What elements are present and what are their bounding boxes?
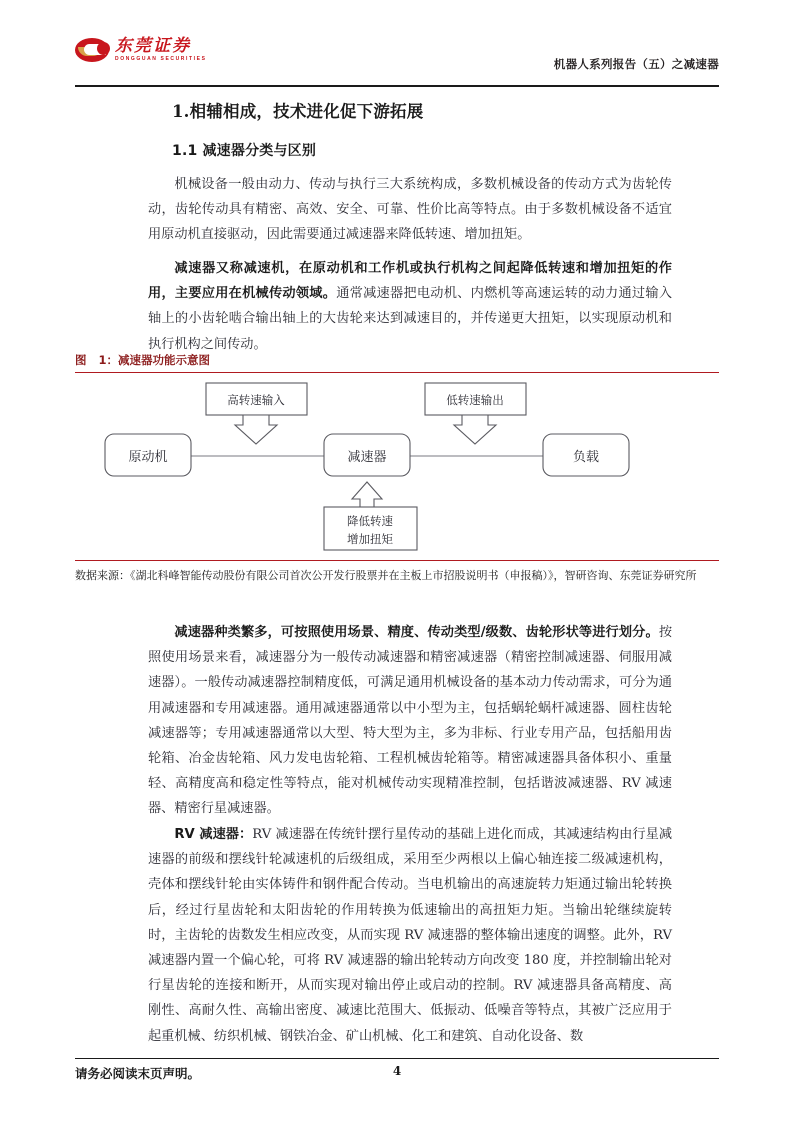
paragraph-intro: 机械设备一般由动力、传动与执行三大系统构成，多数机械设备的传动方式为齿轮传动，齿轮传动具有精密、高效、安全、可靠、性价比高等特点。由于多数机械设备不适宜用原动机直接驱动，因此需要通过减速器来降低转速、增加扭矩。 (148, 177, 672, 243)
node-prime-mover-label: 原动机 (128, 450, 168, 465)
paragraph-classification (148, 620, 672, 822)
section-heading-1-1: 1.1 减速器分类与区别 (172, 143, 317, 159)
paragraph-rv-reducer (148, 822, 672, 1049)
figure-source-rule (75, 560, 719, 561)
figure-caption-row (75, 352, 719, 373)
figure-source-row (75, 560, 719, 585)
arrow-low-speed-output-icon (454, 415, 496, 444)
logo-chinese-name: 东莞证券 (115, 36, 191, 56)
paragraph-definition-rest: 通常减速器把电动机、内燃机等高速运转的动力通过输入轴上的小齿轮啮合输出轴上的大齿轮来达到减速目的，并传递更大扭矩，以实现原动机和执行机构之间传动。 (148, 286, 673, 352)
paragraph-rv-reducer-rest: RV 减速器在传统针摆行星传动的基础上进化而成，其减速结构由行星减速器的前级和摆线针轮减速机的后级组成，采用至少两根以上偏心轴连接二级减速机构，壳体和摆线针轮由实体铸件和钢件配合传动。当电机输出的高速旋转力矩通过输出轮转换后，经过行星齿轮和太阳齿轮的作用转换为低速输出的高扭矩力矩。当输出轮继续旋转时，主齿轮的齿数发生相应改变，从而实现 RV 减速器的整体输出速度的调整。此外，RV 减速器内置一个偏心轮，可将 RV 减速器的输出轮转动方向改变 180 度，并控制输出轮对行星齿轮的连接和断开，从而实现对输出停止或启动的控制。RV 减速器具备高精度、高刚性、高耐久性、高输出密度、减速比范围大、低振动、低噪音等特点，其被广泛应用于起重机械、纺织机械、钢铁冶金、矿山机械、化工和建筑、自动化设备、数 (148, 827, 673, 1044)
brand-logo (75, 38, 207, 62)
paragraph-definition-bold: 减速器又称减速机，在原动机和工作机或执行机构之间起降低转速和增加扭矩的作用，主要应用在机械传动领域。 (148, 261, 672, 302)
paragraph-block-1 (148, 172, 672, 248)
node-load-label: 负载 (572, 450, 600, 465)
report-series-title: 机器人系列报告（五）之减速器 (553, 57, 719, 71)
footer-page-number: 4 (392, 1064, 402, 1078)
paragraph-block-2 (148, 256, 672, 357)
footer-divider (75, 1058, 719, 1059)
arrow-high-speed-input-icon (235, 415, 277, 444)
paragraph-classification-rest: 按照使用场景来看，减速器分为一般传动减速器和精密减速器（精密控制减速器、伺服用减速器）。一般传动减速器控制精度低，可满足通用机械设备的基本动力传动需求，可分为通用减速器和专用减速器。通用减速器通常以中小型为主，包括蜗轮蜗杆减速器、圆柱齿轮减速器等；专用减速器通常以大型、特大型为主，多为非标、行业专用产品，包括船用齿轮箱、冶金齿轮箱、风力发电齿轮箱、工程机械齿轮箱等。精密减速器具备体积小、重量轻、高精度高和稳定性等特点，能对机械传动实现精准控制，包括谐波减速器、RV 减速器、精密行星减速器。 (148, 625, 672, 817)
label-low-speed-output-text: 低转速输出 (446, 393, 504, 407)
label-torque-line1: 降低转速 (347, 514, 393, 528)
dongguan-securities-logo-icon (75, 38, 109, 62)
arrow-torque-up-icon (352, 482, 382, 508)
figure-diagram (75, 378, 719, 556)
paragraph-rv-reducer-bold: RV 减速器： (174, 827, 253, 842)
label-high-speed-input-text: 高转速输入 (227, 393, 285, 407)
paragraph-definition (148, 256, 672, 357)
node-reducer-label: 减速器 (347, 450, 387, 465)
reducer-function-diagram-svg (75, 378, 719, 556)
footer-disclaimer: 请务必阅读末页声明。 (75, 1066, 201, 1081)
page-header (75, 36, 719, 86)
figure-source-text: 数据来源：《湖北科峰智能传动股份有限公司首次公开发行股票并在主板上市招股说明书（申报稿）》，智研咨询、东莞证券研究所 (75, 569, 697, 582)
paragraph-block-3 (148, 620, 672, 822)
header-divider (75, 85, 719, 87)
label-torque-line2: 增加扭矩 (347, 532, 393, 546)
figure-caption: 图 1：减速器功能示意图 (75, 353, 211, 367)
section-heading-1: 1.相辅相成，技术进化促下游拓展 (172, 102, 424, 121)
logo-text-block (115, 38, 207, 62)
logo-english-name: DONGGUAN SECURITIES (115, 56, 207, 62)
paragraph-classification-bold: 减速器种类繁多，可按照使用场景、精度、传动类型/级数、齿轮形状等进行划分。 (174, 625, 659, 640)
paragraph-block-4 (148, 822, 672, 1049)
figure-caption-rule (75, 372, 719, 373)
